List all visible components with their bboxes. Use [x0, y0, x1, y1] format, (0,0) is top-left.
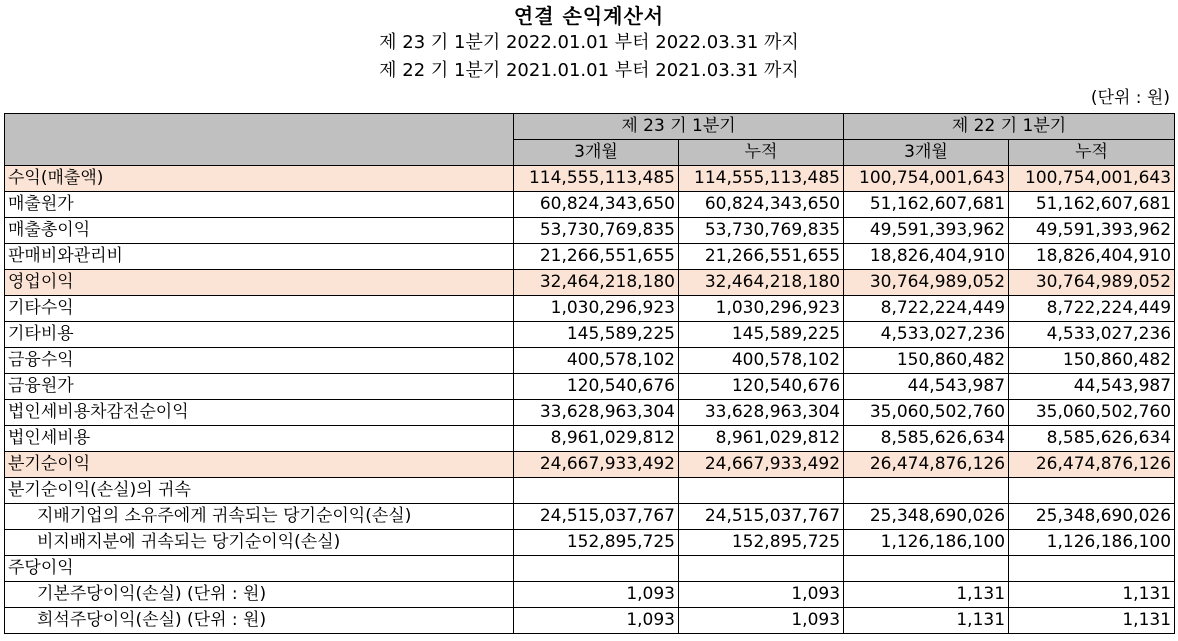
value-cell: 60,824,343,650: [514, 192, 679, 218]
value-cell: 53,730,769,835: [514, 218, 679, 244]
value-cell: 1,093: [514, 582, 679, 608]
income-statement-table: [4, 113, 1175, 634]
value-cell: 400,578,102: [679, 348, 844, 374]
value-cell: [514, 556, 679, 582]
value-cell: 120,540,676: [679, 374, 844, 400]
value-cell: 152,895,725: [514, 530, 679, 556]
value-cell: 49,591,393,962: [844, 218, 1009, 244]
header-prior-3m: 3개월: [844, 140, 1009, 166]
table-row: [5, 218, 1175, 244]
header-group-prior: 제 22 기 1분기: [844, 114, 1175, 140]
header-current-3m: 3개월: [514, 140, 679, 166]
value-cell: 4,533,027,236: [844, 322, 1009, 348]
value-cell: 32,464,218,180: [514, 270, 679, 296]
value-cell: 25,348,690,026: [1009, 504, 1175, 530]
value-cell: 1,131: [1009, 582, 1175, 608]
value-cell: 60,824,343,650: [679, 192, 844, 218]
value-cell: 24,667,933,492: [514, 452, 679, 478]
row-label: 매출총이익: [5, 218, 514, 244]
row-label: 분기순이익: [5, 452, 514, 478]
value-cell: 44,543,987: [844, 374, 1009, 400]
value-cell: 35,060,502,760: [844, 400, 1009, 426]
value-cell: 1,126,186,100: [1009, 530, 1175, 556]
value-cell: 25,348,690,026: [844, 504, 1009, 530]
table-row: [5, 452, 1175, 478]
value-cell: [1009, 556, 1175, 582]
value-cell: 18,826,404,910: [844, 244, 1009, 270]
value-cell: 44,543,987: [1009, 374, 1175, 400]
table-row: [5, 608, 1175, 634]
value-cell: 145,589,225: [679, 322, 844, 348]
table-row: [5, 400, 1175, 426]
value-cell: 100,754,001,643: [844, 166, 1009, 192]
value-cell: 145,589,225: [514, 322, 679, 348]
header-group-current: 제 23 기 1분기: [514, 114, 844, 140]
value-cell: 8,585,626,634: [1009, 426, 1175, 452]
value-cell: 18,826,404,910: [1009, 244, 1175, 270]
table-row: [5, 192, 1175, 218]
value-cell: 24,515,037,767: [679, 504, 844, 530]
value-cell: 26,474,876,126: [844, 452, 1009, 478]
value-cell: 1,093: [679, 608, 844, 634]
value-cell: 1,131: [844, 608, 1009, 634]
value-cell: 1,030,296,923: [679, 296, 844, 322]
header-current-cumulative: 누적: [679, 140, 844, 166]
row-label: 주당이익: [5, 556, 514, 582]
table-row: [5, 530, 1175, 556]
table-row: [5, 348, 1175, 374]
value-cell: 114,555,113,485: [514, 166, 679, 192]
value-cell: 152,895,725: [679, 530, 844, 556]
value-cell: 30,764,989,052: [844, 270, 1009, 296]
table-row: [5, 426, 1175, 452]
row-label: 비지배지분에 귀속되는 당기순이익(손실): [5, 530, 514, 556]
value-cell: 21,266,551,655: [514, 244, 679, 270]
row-label: 희석주당이익(손실) (단위 : 원): [5, 608, 514, 634]
value-cell: 1,093: [679, 582, 844, 608]
table-row: [5, 296, 1175, 322]
table-row: [5, 504, 1175, 530]
row-label: 판매비와관리비: [5, 244, 514, 270]
value-cell: 33,628,963,304: [514, 400, 679, 426]
table-row: [5, 244, 1175, 270]
header-prior-cumulative: 누적: [1009, 140, 1175, 166]
value-cell: 1,131: [844, 582, 1009, 608]
value-cell: 400,578,102: [514, 348, 679, 374]
value-cell: [679, 556, 844, 582]
row-label: 법인세비용: [5, 426, 514, 452]
value-cell: [679, 478, 844, 504]
period-prior: 제 22 기 1분기 2021.01.01 부터 2021.03.31 까지: [379, 60, 799, 81]
table-row: [5, 322, 1175, 348]
row-label: 기타비용: [5, 322, 514, 348]
table-row: [5, 270, 1175, 296]
value-cell: 1,126,186,100: [844, 530, 1009, 556]
value-cell: [514, 478, 679, 504]
value-cell: 33,628,963,304: [679, 400, 844, 426]
value-cell: 1,131: [1009, 608, 1175, 634]
value-cell: 1,093: [514, 608, 679, 634]
value-cell: 8,722,224,449: [1009, 296, 1175, 322]
row-label: 매출원가: [5, 192, 514, 218]
value-cell: 35,060,502,760: [1009, 400, 1175, 426]
table-row: [5, 478, 1175, 504]
value-cell: [844, 556, 1009, 582]
value-cell: 8,961,029,812: [679, 426, 844, 452]
value-cell: 26,474,876,126: [1009, 452, 1175, 478]
row-label: 기본주당이익(손실) (단위 : 원): [5, 582, 514, 608]
row-label: 분기순이익(손실)의 귀속: [5, 478, 514, 504]
value-cell: 150,860,482: [1009, 348, 1175, 374]
value-cell: 32,464,218,180: [679, 270, 844, 296]
row-label: 영업이익: [5, 270, 514, 296]
value-cell: 21,266,551,655: [679, 244, 844, 270]
value-cell: 53,730,769,835: [679, 218, 844, 244]
row-label: 법인세비용차감전순이익: [5, 400, 514, 426]
table-row: [5, 556, 1175, 582]
value-cell: 8,585,626,634: [844, 426, 1009, 452]
value-cell: 24,667,933,492: [679, 452, 844, 478]
row-label: 기타수익: [5, 296, 514, 322]
table-row: [5, 374, 1175, 400]
value-cell: 8,961,029,812: [514, 426, 679, 452]
unit-label: (단위 : 원): [1090, 88, 1170, 108]
row-label: 지배기업의 소유주에게 귀속되는 당기순이익(손실): [5, 504, 514, 530]
period-current: 제 23 기 1분기 2022.01.01 부터 2022.03.31 까지: [379, 32, 799, 53]
value-cell: 51,162,607,681: [844, 192, 1009, 218]
header-label-cell: [5, 114, 514, 166]
row-label: 금융원가: [5, 374, 514, 400]
value-cell: 150,860,482: [844, 348, 1009, 374]
value-cell: 8,722,224,449: [844, 296, 1009, 322]
value-cell: 4,533,027,236: [1009, 322, 1175, 348]
value-cell: 100,754,001,643: [1009, 166, 1175, 192]
value-cell: 24,515,037,767: [514, 504, 679, 530]
table-row: [5, 582, 1175, 608]
value-cell: 49,591,393,962: [1009, 218, 1175, 244]
row-label: 수익(매출액): [5, 166, 514, 192]
value-cell: 120,540,676: [514, 374, 679, 400]
row-label: 금융수익: [5, 348, 514, 374]
value-cell: 114,555,113,485: [679, 166, 844, 192]
table-row: [5, 166, 1175, 192]
value-cell: [1009, 478, 1175, 504]
value-cell: 30,764,989,052: [1009, 270, 1175, 296]
value-cell: 51,162,607,681: [1009, 192, 1175, 218]
page-title: 연결 손익계산서: [513, 4, 665, 28]
value-cell: 1,030,296,923: [514, 296, 679, 322]
value-cell: [844, 478, 1009, 504]
